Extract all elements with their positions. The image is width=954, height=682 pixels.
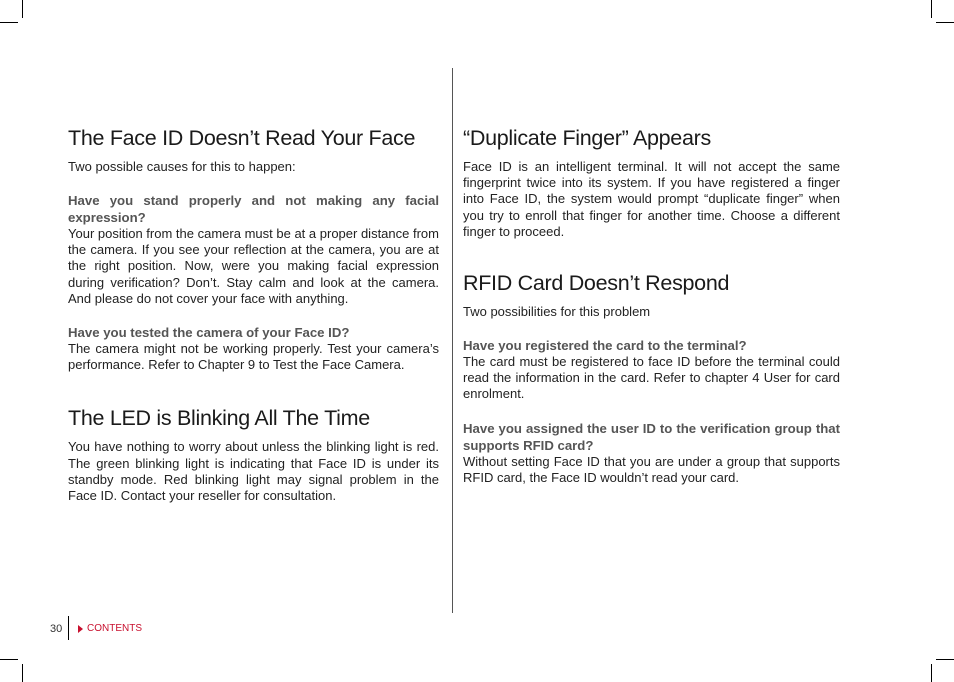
answer-paragraph: The card must be registered to face ID before the terminal could read the information in the card. Refer to chapter 4 User for card enrolment. bbox=[463, 354, 840, 402]
section-led-blinking bbox=[68, 404, 439, 504]
question-heading: Have you tested the camera of your Face ID? bbox=[68, 325, 350, 341]
section-title: “Duplicate Finger” Appears bbox=[463, 126, 711, 150]
section-title: RFID Card Doesn’t Respond bbox=[463, 271, 730, 296]
crop-mark-bottom-right-h bbox=[936, 659, 954, 660]
section-spacer bbox=[463, 257, 840, 269]
crop-mark-bottom-left-h bbox=[0, 659, 18, 660]
section-face-not-read bbox=[68, 124, 439, 373]
answer-paragraph: Without setting Face ID that you are under a group that supports RFID card, the Face ID wouldn’t read your card. bbox=[463, 453, 840, 485]
section-title: The LED is Blinking All The Time bbox=[68, 406, 370, 431]
section-spacer bbox=[68, 390, 439, 404]
section-intro: Two possible causes for this to happen: bbox=[68, 159, 296, 174]
left-column bbox=[68, 124, 439, 521]
section-intro: Two possibilities for this problem bbox=[463, 304, 651, 320]
question-heading: Have you stand properly and not making any facial expression? bbox=[68, 193, 439, 225]
section-body: Face ID is an intelligent terminal. It will not accept the same fingerprint twice into its system. If you have registered a finger into Face ID, the system would prompt “duplicate finger” when you try to enroll that finger for another time. Choose a different finger to proceed. bbox=[463, 159, 840, 239]
section-rfid-card bbox=[463, 269, 840, 486]
crop-mark-top-right-v bbox=[931, 0, 932, 18]
section-duplicate-finger bbox=[463, 124, 840, 240]
contents-link[interactable] bbox=[78, 623, 142, 634]
right-column bbox=[463, 124, 840, 503]
footer-rule bbox=[68, 616, 69, 640]
crop-mark-top-left-v bbox=[22, 0, 23, 18]
answer-paragraph: Your position from the camera must be at a proper distance from the camera. If you see your reflection at the camera, you are at the right position. Now, were you making facial expression during verification? Don’t. Stay calm and look at the camera. And please do not cover your face with anything. bbox=[68, 226, 439, 306]
column-divider bbox=[452, 68, 453, 613]
crop-mark-bottom-left-v bbox=[22, 664, 23, 682]
crop-mark-top-right-h bbox=[936, 22, 954, 23]
arrow-right-icon bbox=[78, 625, 83, 633]
question-heading: Have you registered the card to the terminal? bbox=[463, 338, 747, 354]
section-body: You have nothing to worry about unless the blinking light is red. The green blinking light is indicating that Face ID is under its standby mode. Red blinking light may signal problem in the Face ID. Contact your reseller for consultation. bbox=[68, 439, 439, 504]
section-title: The Face ID Doesn’t Read Your Face bbox=[68, 126, 416, 150]
answer-paragraph: The camera might not be working properly. Test your camera’s performance. Refer to Chapter 9 to Test the Face Camera. bbox=[68, 341, 439, 373]
crop-mark-bottom-right-v bbox=[931, 664, 932, 682]
contents-label: CONTENTS bbox=[87, 623, 142, 634]
page-number: 30 bbox=[50, 623, 63, 635]
question-heading: Have you assigned the user ID to the verification group that supports RFID card? bbox=[463, 420, 840, 453]
crop-mark-top-left-h bbox=[0, 22, 18, 23]
